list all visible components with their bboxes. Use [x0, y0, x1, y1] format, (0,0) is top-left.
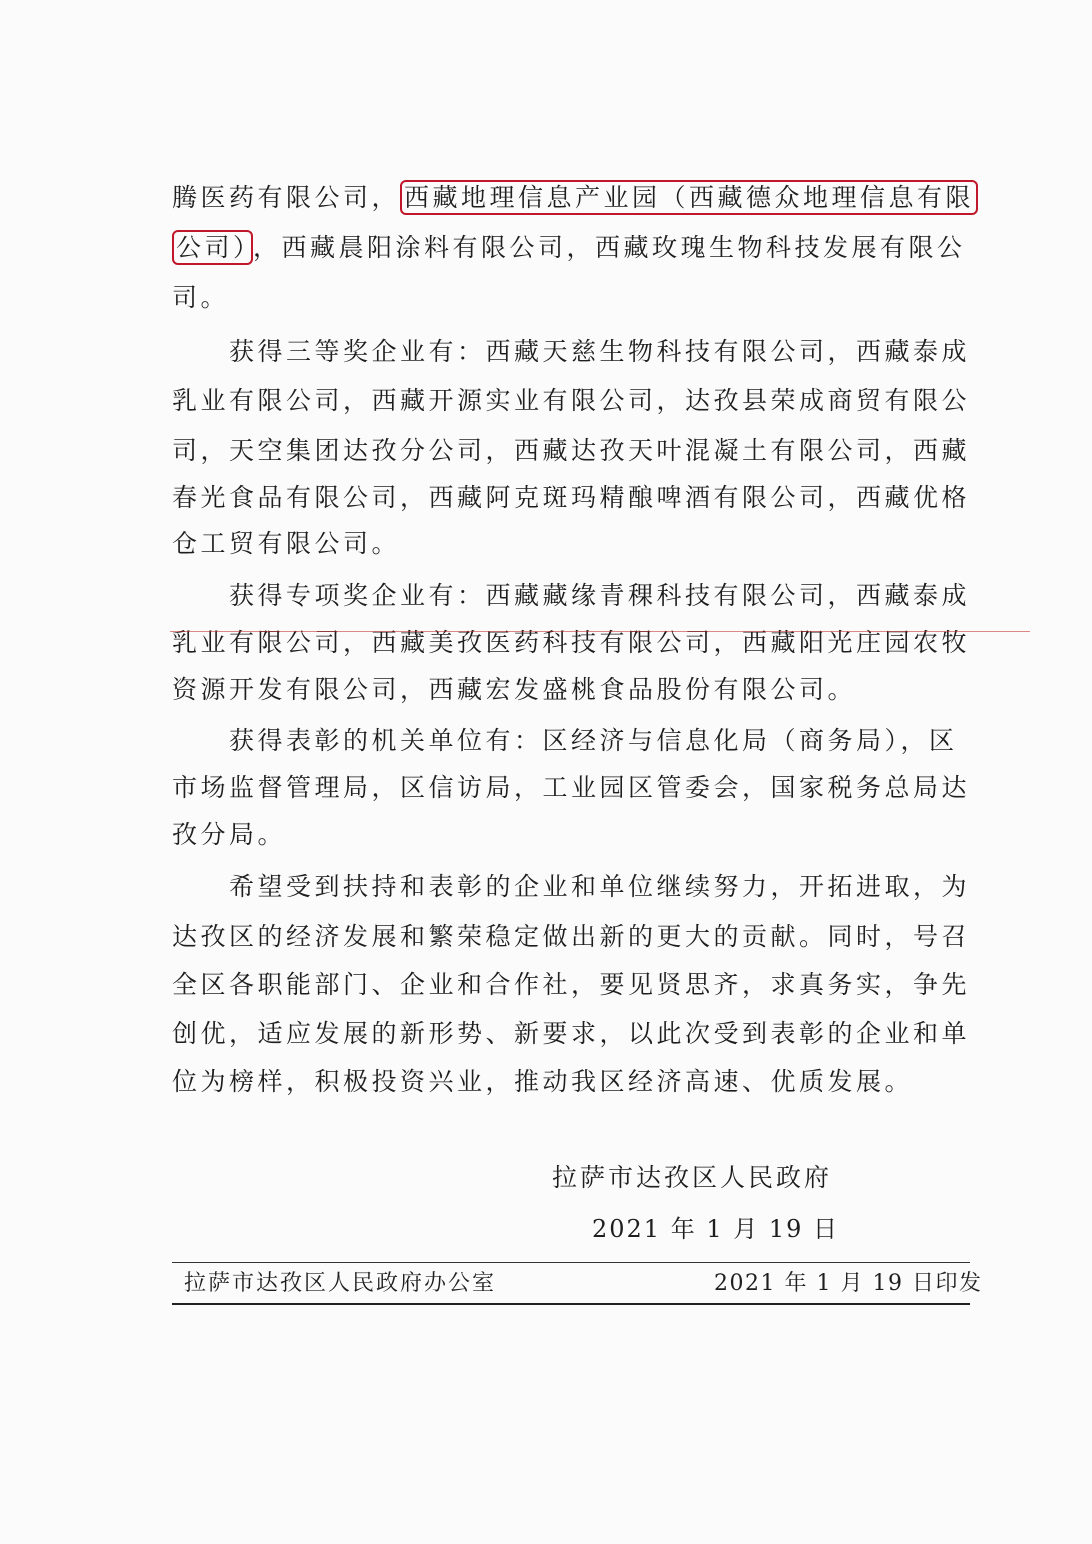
- body-text: ，西藏晨阳涂料有限公司，西藏玫瑰生物科技发展有限公: [253, 233, 966, 262]
- body-line-10: 乳业有限公司，西藏美孜医药科技有限公司，西藏阳光庄园农牧: [172, 628, 971, 657]
- commended-agencies-paragraph: 获得表彰的机关单位有：区经济与信息化局（商务局），区: [172, 726, 958, 755]
- highlighted-company-name-part2: 公司）: [172, 230, 253, 265]
- body-line-3: 司。: [172, 283, 230, 312]
- body-line-6: 司，天空集团达孜分公司，西藏达孜天叶混凝土有限公司，西藏: [172, 436, 971, 465]
- footer-top-rule: [172, 1262, 970, 1263]
- body-line-2: [172, 231, 972, 265]
- body-line-18: 创优，适应发展的新形势、新要求，以此次受到表彰的企业和单: [172, 1019, 971, 1048]
- body-line-7: 春光食品有限公司，西藏阿克斑玛精酿啤酒有限公司，西藏优格: [172, 483, 971, 512]
- body-line-17: 全区各职能部门、企业和合作社，要见贤思齐，求真务实，争先: [172, 970, 971, 999]
- body-line-13: 市场监督管理局，区信访局，工业园区管委会，国家税务总局达: [172, 773, 971, 802]
- signature-date: 2021 年 1 月 19 日: [592, 1215, 840, 1243]
- body-text: 腾医药有限公司，: [172, 183, 401, 212]
- body-line-5: 乳业有限公司，西藏开源实业有限公司，达孜县荣成商贸有限公: [172, 386, 971, 415]
- footer-issue-date: 2021 年 1 月 19 日印发: [714, 1271, 983, 1296]
- third-prize-paragraph: 获得三等奖企业有：西藏天慈生物科技有限公司，西藏泰成: [172, 337, 971, 366]
- footer-bottom-rule: [172, 1303, 970, 1305]
- body-line-14: 孜分局。: [172, 820, 287, 849]
- special-prize-paragraph: 获得专项奖企业有：西藏藏缘青稞科技有限公司，西藏泰成: [172, 581, 971, 610]
- body-line-11: 资源开发有限公司，西藏宏发盛桃食品股份有限公司。: [172, 675, 857, 704]
- signature-organization: 拉萨市达孜区人民政府: [552, 1163, 833, 1192]
- body-line-16: 达孜区的经济发展和繁荣稳定做出新的更大的贡献。同时，号召: [172, 922, 971, 951]
- footer-issuer: 拉萨市达孜区人民政府办公室: [184, 1271, 497, 1296]
- highlighted-company-name-part1: 西藏地理信息产业园（西藏德众地理信息有限: [400, 180, 978, 215]
- body-line-19: 位为榜样，积极投资兴业，推动我区经济高速、优质发展。: [172, 1067, 914, 1096]
- body-line-1: [172, 181, 975, 215]
- body-line-8: 仓工贸有限公司。: [172, 529, 401, 558]
- closing-paragraph: 希望受到扶持和表彰的企业和单位继续努力，开拓进取，为: [172, 872, 971, 901]
- red-strike-line: [170, 631, 1030, 632]
